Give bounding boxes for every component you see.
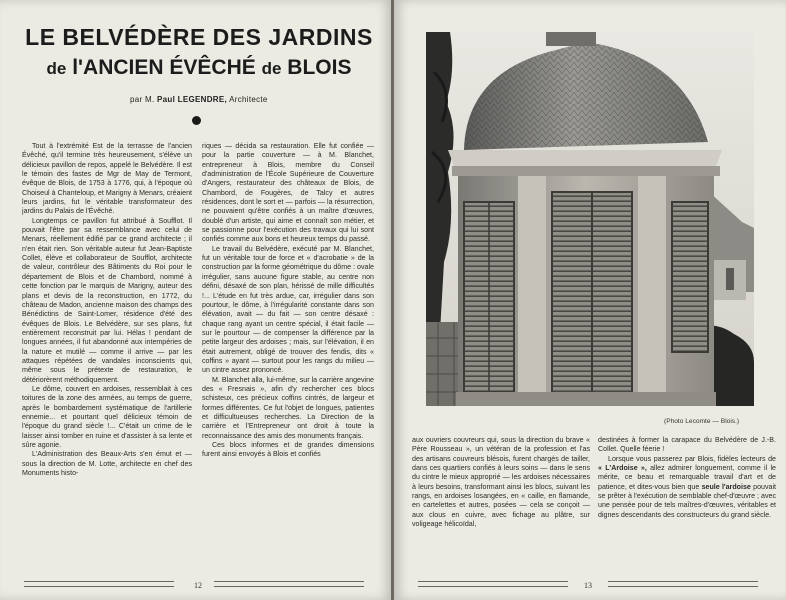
left-page xyxy=(0,0,392,600)
paragraph: Le dôme, couvert en ardoises, ressemblait à ces toitures de la zone des armées, au temps de guerre, après le bombardement systématique de l'artillerie ennemie... et pourtant quel délicieux témoin de l'époque du grand siècle !... C'était un crime de le laisser ainsi tomber en ruine et d'assister à sa lente et sûre agonie. xyxy=(22,384,192,449)
emphasis: seule l'ardoise xyxy=(701,482,751,491)
paragraph: Lorsque vous passerez par Blois, fidèles lecteurs de « L'Ardoise », allez admirer longuement, comme il le mérite, ce beau et remarquable travail d'art et de patience, et dites-vous bien que seule l'ardoise pouvait se prêter à l'exécution de semblable chef-d'œuvre ; avec une pensée pour de tels maîtres-d'œuvres, véritables et dignes descendants des constructeurs du grand siècle. xyxy=(598,454,776,519)
ardoise-title: « L'Ardoise », xyxy=(598,464,647,473)
page-number: 12 xyxy=(194,581,202,590)
page-number: 13 xyxy=(584,581,592,590)
footer-rule-right xyxy=(214,581,364,587)
text-column-2 xyxy=(202,142,374,585)
text-column-3 xyxy=(412,436,590,578)
paragraph: destinées à former la carapace du Belvédère de J.-B. Collet. Quelle féerie ! xyxy=(598,436,776,454)
byline: par M. Paul LEGENDRE, Architecte xyxy=(130,95,268,104)
paragraph: L'Administration des Beaux-Arts s'en émut et — sous la direction de M. Lotte, architecte en chef des Monuments histo- xyxy=(22,450,192,478)
photo-caption: (Photo Lecomte — Blois.) xyxy=(664,418,740,425)
title-line-2: de l'ANCIEN ÉVÊCHÉ de BLOIS xyxy=(46,56,352,79)
footer-rule-left xyxy=(418,581,568,587)
paragraph: Ces blocs informes et de grandes dimensions furent ainsi envoyés à Blois et confiés xyxy=(202,441,374,459)
right-page xyxy=(394,0,786,600)
paragraph: riques — décida sa restauration. Elle fut confiée — pour la partie couverture — à M. Blanchet, entrepreneur à Blois, membre du Conseil d'administration de l'École Supérieure de Couverture d'Angers, restaurateur des châteaux de Blois, de Chambord, de Fougères, de Talcy et autres résidences, dont le sort et — parfois — la résurrection, ne pouvaient qu'être confiés à un maître d'œuvres, doublé d'un artiste, qui aime et connaît son métier, et se passionne pour l'exécution des travaux qui lui sont confiés comme aux bons et heureux temps du passé. xyxy=(202,142,374,244)
text-column-4 xyxy=(598,436,776,578)
paragraph: Le travail du Belvédère, exécuté par M. Blanchet, fut un véritable tour de force et « d'acrobatie » de la construction par la forme géométrique du dôme : ovale irrégulier, sans aucune figure stable, au centre non défini, désaxé de son plan, hérissé de mille difficultés !... L'étude en fut très ardue, car, irrégulier dans son pourtour, le dôme, à l'irrégularité constante dans son élévation, avait — du fait — son centre désaxé : chaque rang ayant un centre spécial, il était facile — sur le pourtour — de compenser la différence par la petite largeur des ardoises ; mais, sur l'élévation, il en était autrement, obligé de trouver des fendis, dits « coffins » ayant — surtout pour les rangs du milieu — un cintre assez prononcé. xyxy=(202,244,374,375)
title-line-1: LE BELVÉDÈRE DES JARDINS xyxy=(25,24,373,50)
paragraph: aux ouvriers couvreurs qui, sous la direction du brave « Père Rousseau », un vétéran de la profession et l'as des artisans couvreurs blésois, furent chargés de tailler, dans ces quartiers confiés à leurs soins — dans le sens du cintre le mieux approprié — les ardoises nécessaires à leurs besoins, transformant ainsi les blocs, suivant les rangs, en ardoises losangées, en « caille, en flamande, en cartelettes et autres, posées — cela se conçoit — aux clous en cuivre, avec fichage au plâtre, sur voligeage hélicoïdal, xyxy=(412,436,590,529)
footer-rule-right xyxy=(608,581,758,587)
footer-rule-left xyxy=(24,581,174,587)
paragraph: Longtemps ce pavillon fut attribué à Soufflot. Il pouvait l'être par sa ressemblance avec celui de Menars, réellement édifié par ce grand architecte ; il n'en était rien. Son véritable auteur fut Jean-Baptiste Collet, élève et collaborateur de Soufflot, architecte de valeur, contrôleur des Bâtiments du Roi pour le département de Blois et de Chambord, nommé à cette fonction par le marquis de Marigny, auteur des plans et devis de la reconstruction, en 1772, du château de Madon, ancienne maison des champs des Bénédictins de Saint-Lomer, résidence d'été des évêques de Blois. Le Belvédère, sur ses plans, fut entièrement reconstruit par lui. Hélas ! pendant de longues années, il fut abandonné aux intempéries de la nature et mutilé — comme il arrive — par les attaques répétées de vandales inconscients qui, même sous le prétexte de restauration, le détériorèrent méthodiquement. xyxy=(22,216,192,384)
paragraph: M. Blanchet alla, lui-même, sur la carrière angevine des « Fresnais », afin d'y rechercher ces blocs schisteux, ces précieux coffins cintrés, de largeur et formes différentes. Ce fut l'objet de longues, patientes et difficultueuses recherches. La Direction de la carrière et l'Entrepreneur ont droit à toute la reconnaissance des amis des monuments français. xyxy=(202,375,374,440)
text-column-1 xyxy=(22,142,192,552)
article-title xyxy=(14,26,384,78)
bullet-ornament xyxy=(192,116,201,125)
paragraph: Tout à l'extrémité Est de la terrasse de l'ancien Évêché, qu'il termine très heureusement, s'élève un délicieux pavillon de repos, appelé le Belvédère. Il est le témoin des fastes de Mgr de May de Termont, évêque de Blois, de 1753 à 1776, qui, à l'époque où Choiseul à Chanteloup, et Marigny à Menars, créaient leurs jardins, fut le véritable transformateur des jardins du Palais de l'Évêché. xyxy=(22,142,192,216)
belvedere-photo xyxy=(426,32,754,406)
